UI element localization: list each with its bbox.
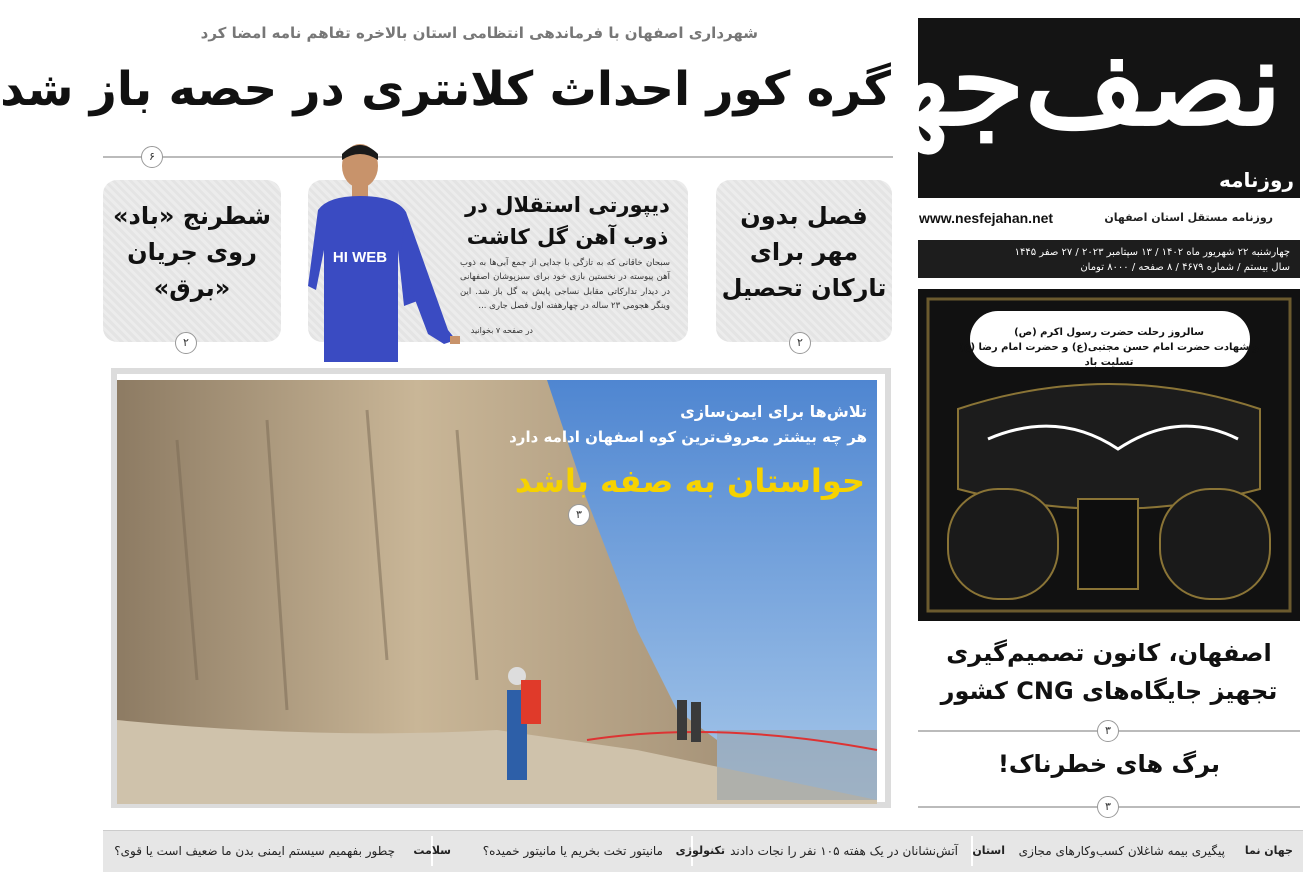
divider <box>103 156 893 158</box>
jersey-sponsor: HI WEB <box>332 249 388 266</box>
condolence-line: و شهادت حضرت امام حسن مجتبی(ع) و حضرت امام رضا (ع) <box>959 342 1259 353</box>
page-number-badge: ۶ <box>141 146 163 168</box>
read-more-link[interactable]: در صفحه ۷ بخوانید <box>470 326 533 335</box>
ticker-section-tag[interactable]: سلامت <box>413 844 451 857</box>
page-number-badge: ۳ <box>568 504 590 526</box>
ticker-item[interactable]: آتش‌نشانان در یک هفته ۱۰۵ نفر را نجات دادند <box>730 844 958 858</box>
story-title: فصل بدون مهر برای تارکان تحصیل <box>721 202 887 302</box>
story-body: سبحان خاقانی که به تازگی با جدایی از جمع آبی‌ها به ذوب آهن پیوسته در نخستین بازی خود برای سبزپوشان اصفهانی در دیدار تدارکاتی مقابل نساجی پایش به گل باز شد. این وینگر هجومی ۲۳ ساله در چهارهفته اول فصل جاری ... <box>460 258 670 312</box>
page-number-badge: ۲ <box>175 332 197 354</box>
newspaper-tagline: روزنامه مستقل استان اصفهان <box>1104 211 1273 224</box>
masthead-logo-block <box>774 13 1300 198</box>
football-player-photo <box>308 140 458 362</box>
story-title: شطرنج «باد» روی جریان «برق» <box>113 202 271 302</box>
date-line: چهارشنبه ۲۲ شهریور ماه ۱۴۰۲ / ۱۳ سپتامبر ۲۰۲۳ / ۲۷ صفر ۱۴۴۵ <box>1014 247 1290 258</box>
right-story-headline[interactable]: اصفهان، کانون تصمیم‌گیری تجهیز جایگاه‌های CNG کشور <box>940 639 1278 706</box>
condolence-line: تسلیت باد <box>1084 357 1134 368</box>
condolence-text <box>918 325 1300 370</box>
photo-subkicker: هر چه بیشتر معروف‌ترین کوه اصفهان ادامه دارد <box>509 428 867 446</box>
ticker-item[interactable]: چطور بفهمیم سیستم ایمنی بدن ما ضعیف است یا قوی؟ <box>114 844 395 858</box>
story-box-left[interactable] <box>103 180 281 342</box>
condolence-line: سالروز رحلت حضرت رسول اکرم (ص) <box>1014 327 1204 338</box>
lead-headline[interactable]: گره کور احداث کلانتری در حصه باز شد <box>0 62 891 117</box>
ticker-section-tag[interactable]: جهان نما <box>1244 844 1293 857</box>
page-number-badge: ۳ <box>1097 720 1119 742</box>
photo-kicker: تلاش‌ها برای ایمن‌سازی <box>680 402 867 421</box>
ticker-section-tag[interactable]: استان <box>972 844 1005 857</box>
logo-subtitle: روزنامه <box>1219 168 1294 192</box>
story-title: دیپورتی استقلال در ذوب آهن گل کاشت <box>465 193 670 249</box>
ticker-section-tag[interactable]: تکنولوژی <box>675 844 725 857</box>
photo-headline[interactable]: حواستان به صفه باشد <box>514 462 865 500</box>
newspaper-logo: نصف‌جهان <box>774 13 1282 152</box>
right-story-headline[interactable]: برگ های خطرناک! <box>997 750 1221 778</box>
story-box-right[interactable] <box>716 180 892 342</box>
mourning-banner <box>918 289 1300 621</box>
lead-kicker: شهرداری اصفهان با فرماندهی انتظامی استان بالاخره تفاهم نامه امضا کرد <box>200 24 758 42</box>
ticker-item[interactable]: پیگیری بیمه شاغلان کسب‌وکارهای مجازی <box>1018 844 1225 858</box>
page-number-badge: ۳ <box>1097 796 1119 818</box>
website-url[interactable]: www.nesfejahan.net <box>919 210 1054 226</box>
ticker-item[interactable]: مانیتور تخت بخریم یا مانیتور خمیده؟ <box>482 844 663 858</box>
page-number-badge: ۲ <box>789 332 811 354</box>
issue-info-bar <box>918 240 1300 278</box>
issue-line: سال بیستم / شماره ۴۶۷۹ / ۸ صفحه / ۸۰۰۰ تومان <box>1080 262 1290 273</box>
